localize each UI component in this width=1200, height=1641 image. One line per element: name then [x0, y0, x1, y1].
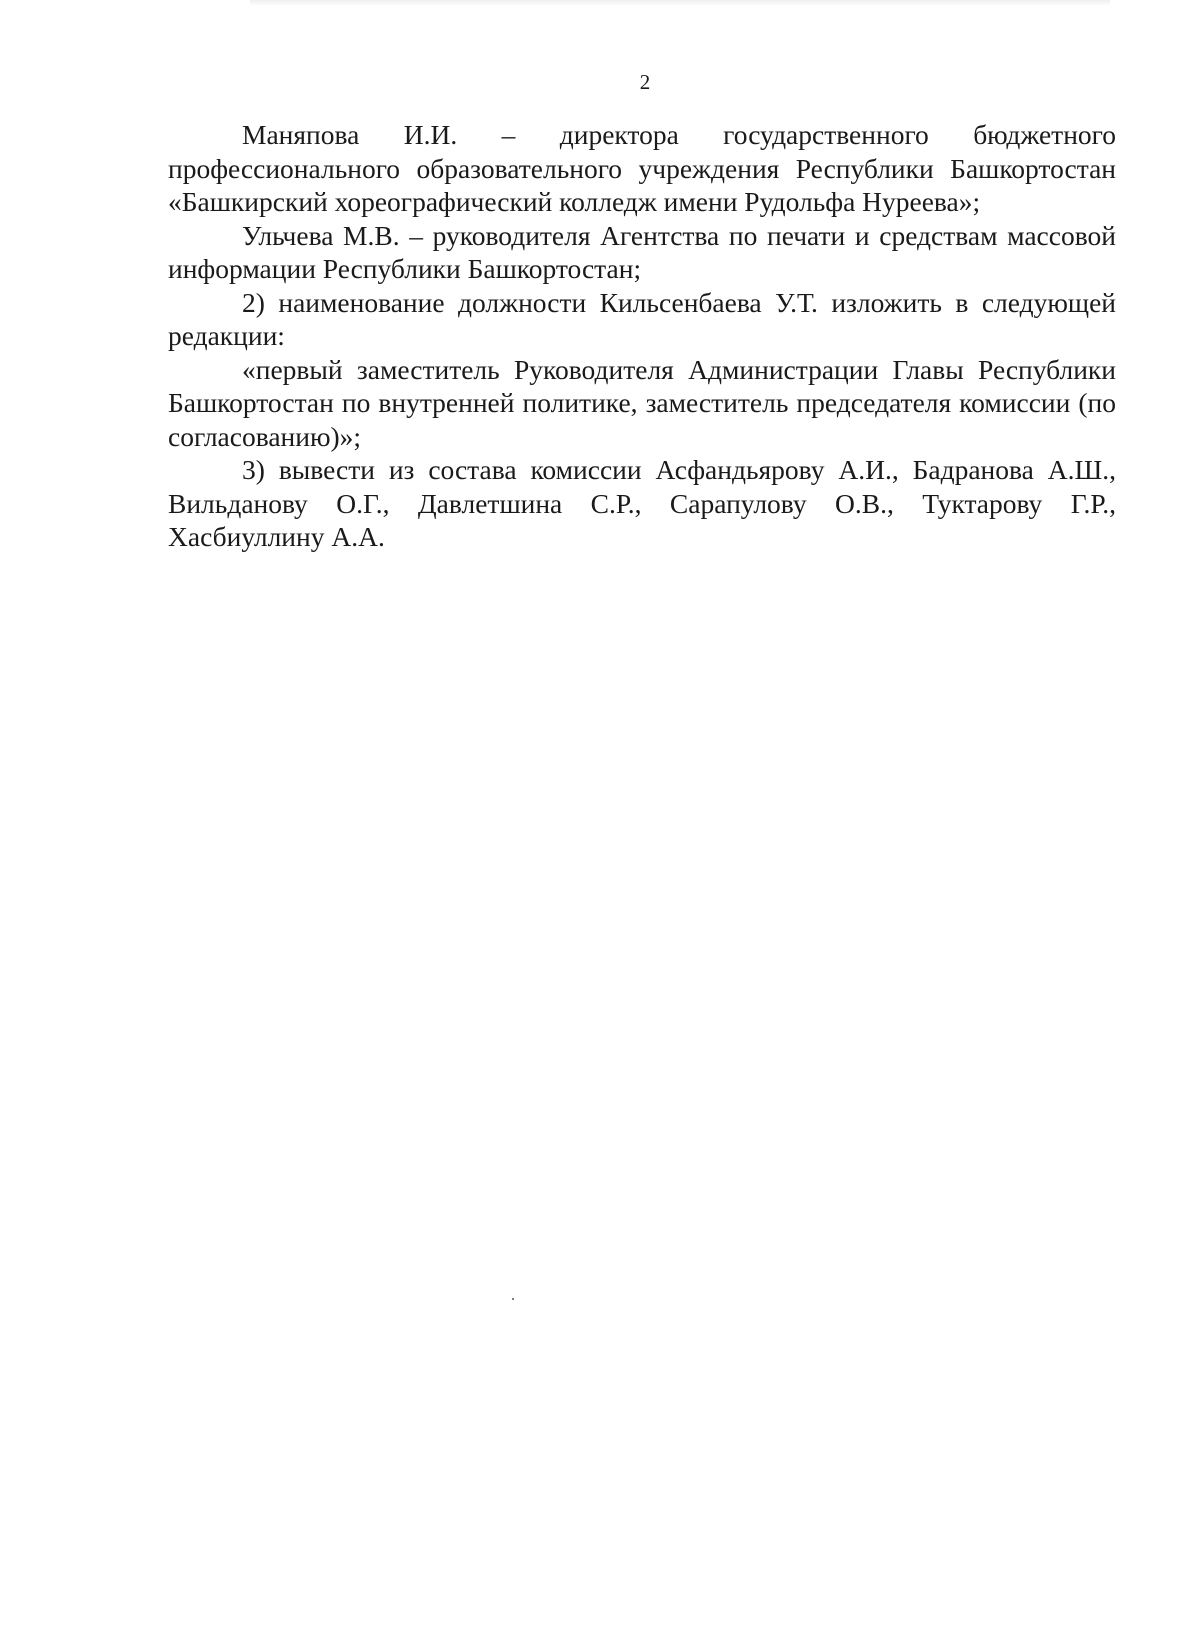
scan-speck [512, 1298, 514, 1300]
scan-edge-shadow [250, 0, 1110, 6]
paragraph-manyapova: Маняпова И.И. – директора государственного бюджетного профессионального образовательного учреждения Республики Башкортостан «Башкирский хореографический колледж имени Рудольфа Нуреева»; [168, 119, 1116, 217]
paragraph-item-2: 2) наименование должности Кильсенбаева У.Т. изложить в следующей редакции: [168, 286, 1116, 351]
paragraph-new-title: «первый заместитель Руководителя Администрации Главы Республики Башкортостан по внутренней политике, заместитель председателя комиссии (по согласованию)»; [168, 353, 1116, 452]
page-number: 2 [639, 70, 651, 94]
paragraph-item-3: 3) вывести из состава комиссии Асфандьярову А.И., Бадранова А.Ш., Вильданову О.Г., Давлетшина С.Р., Сарапулову О.В., Туктарову Г.Р., Хасбиуллину А.А. [168, 454, 1116, 552]
paragraph-ulcheva: Ульчева М.В. – руководителя Агентства по печати и средствам массовой информации Республики Башкортостан; [168, 219, 1116, 284]
document-body [168, 118, 1116, 554]
